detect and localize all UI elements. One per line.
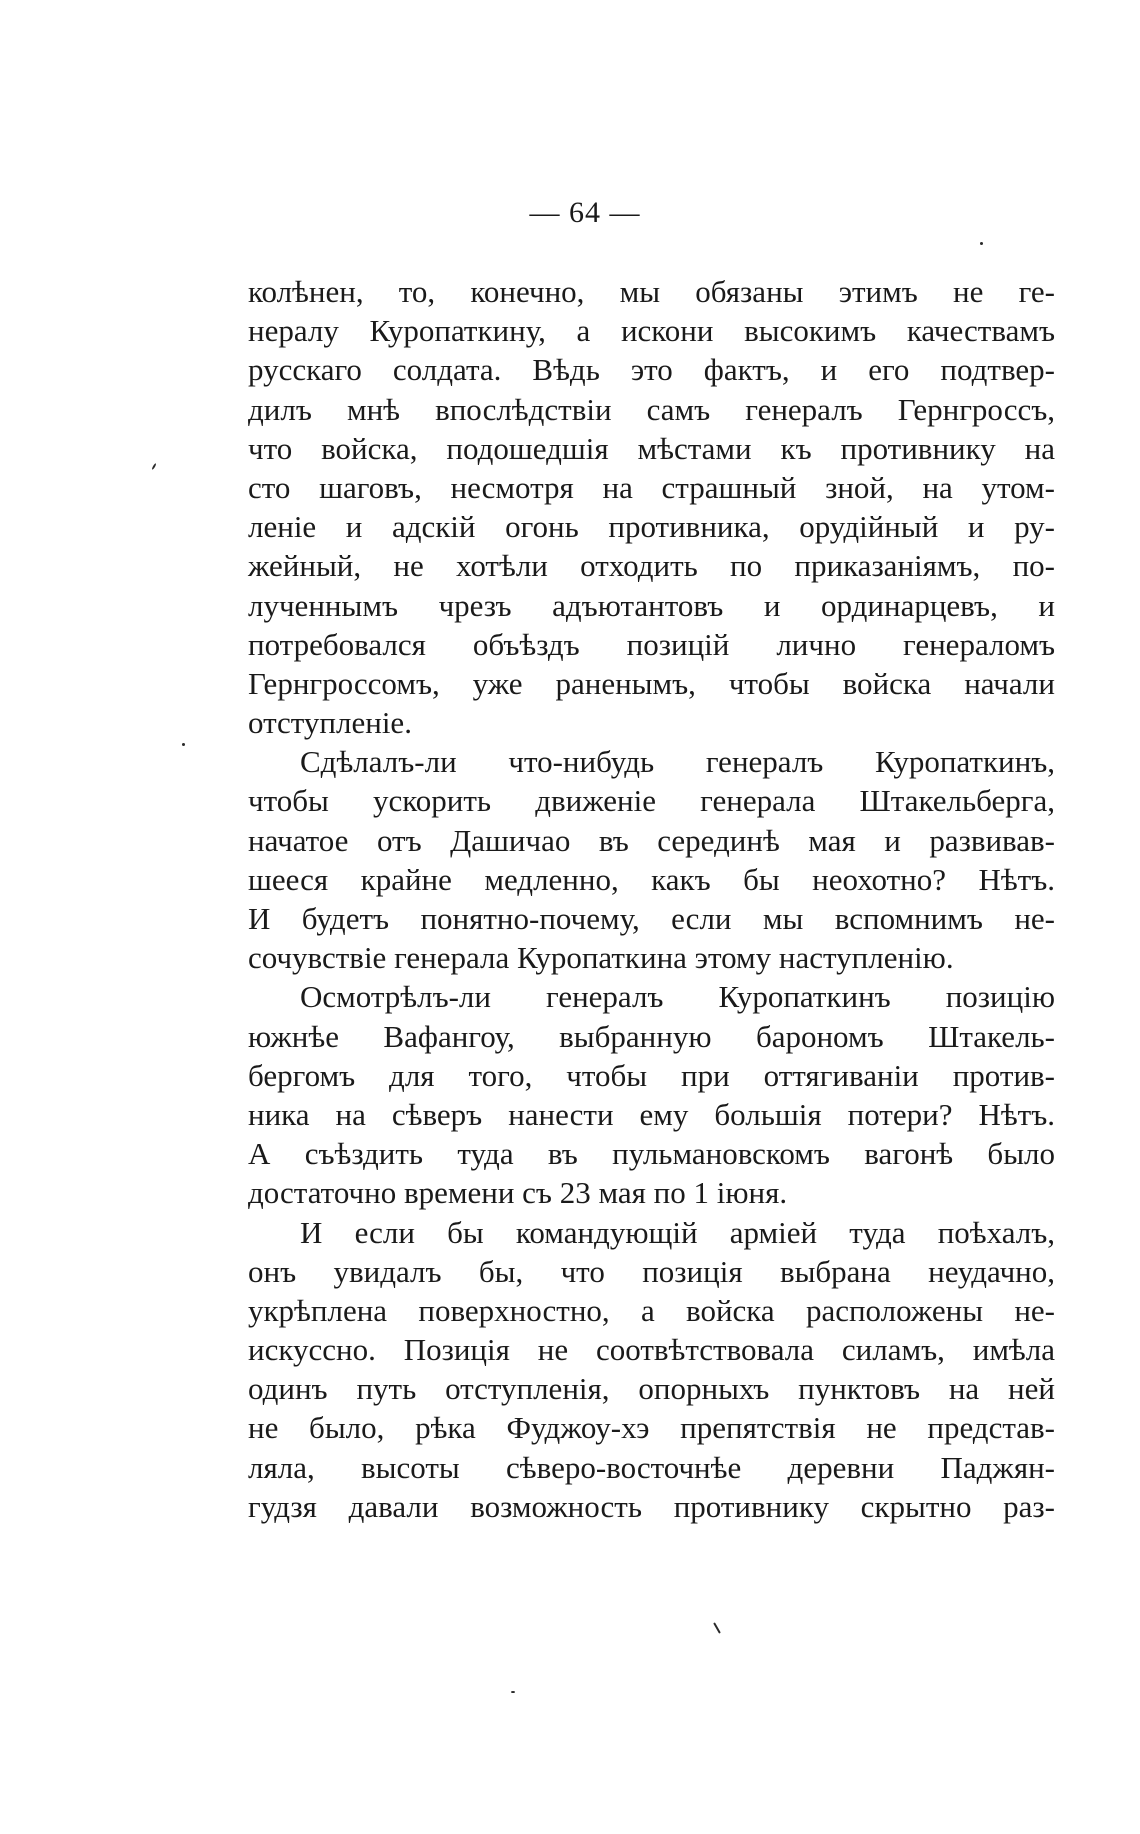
text-line: нералу Куропаткину, а искони высокимъ качествамъ — [248, 313, 1055, 349]
paragraph-3 — [248, 977, 1055, 1212]
scan-speck — [182, 743, 185, 746]
body-text — [248, 272, 1055, 1526]
text-line: Осмотрѣлъ-ли генералъ Куропаткинъ позицію — [300, 979, 1055, 1015]
scan-speck — [713, 1622, 721, 1633]
text-line: Гернгроссомъ, уже раненымъ, чтобы войска начали — [248, 665, 1055, 701]
text-line: бергомъ для того, чтобы при оттягиваніи против- — [248, 1057, 1055, 1093]
text-line: отступленіе. — [248, 705, 412, 741]
text-line: достаточно времени съ 23 мая по 1 іюня. — [248, 1175, 788, 1211]
scan-speck — [980, 242, 983, 245]
scan-speck — [151, 463, 156, 470]
paragraph-2 — [248, 742, 1055, 977]
text-line: гудзя давали возможность противнику скрытно раз- — [248, 1488, 1055, 1524]
text-line: что войска, подошедшія мѣстами къ противнику на — [248, 430, 1055, 466]
text-line: онъ увидалъ бы, что позиція выбрана неудачно, — [248, 1253, 1055, 1289]
text-line: южнѣе Вафангоу, выбранную барономъ Штакель- — [248, 1018, 1055, 1054]
page-number: — 64 — — [529, 196, 641, 229]
text-line: укрѣплена поверхностно, а войска расположены не- — [248, 1292, 1055, 1328]
paragraph-1 — [248, 272, 1055, 742]
scan-speck — [511, 1691, 515, 1693]
text-line: чтобы ускорить движеніе генерала Штакельберга, — [248, 783, 1055, 819]
text-line: русскаго солдата. Вѣдь это фактъ, и его подтвер- — [248, 352, 1055, 388]
text-line: не было, рѣка Фуджоу-хэ препятствія не представ- — [248, 1410, 1055, 1446]
text-line: искуссно. Позиція не соотвѣтствовала силамъ, имѣла — [248, 1332, 1055, 1368]
text-line: леніе и адскій огонь противника, орудійный и ру- — [248, 509, 1055, 545]
text-line: И будетъ понятно-почему, если мы вспомнимъ не- — [248, 901, 1055, 936]
text-line: сто шаговъ, несмотря на страшный зной, на утом- — [248, 469, 1055, 505]
text-line: дилъ мнѣ впослѣдствіи самъ генералъ Гернгроссъ, — [248, 391, 1055, 427]
text-line: начатое отъ Дашичао въ серединѣ мая и развивав- — [248, 822, 1055, 858]
text-line: Сдѣлалъ-ли что-нибудь генералъ Куропаткинъ, — [300, 744, 1055, 780]
text-line: ляла, высоты сѣверо-восточнѣе деревни Паджян- — [248, 1449, 1055, 1485]
text-line: потребовался объѣздъ позицій лично генераломъ — [248, 626, 1055, 662]
text-line: ника на сѣверъ нанести ему большія потери? Нѣтъ. — [248, 1096, 1055, 1132]
text-line: А съѣздить туда въ пульмановскомъ вагонѣ было — [248, 1136, 1055, 1172]
text-line: И если бы командующій арміей туда поѣхалъ, — [300, 1214, 1055, 1250]
text-line: колѣнен, то, конечно, мы обязаны этимъ не ге- — [248, 274, 1055, 309]
text-line: сочувствіе генерала Куропаткина этому наступленію. — [248, 940, 954, 976]
paragraph-4 — [248, 1213, 1055, 1527]
text-line: шееся крайне медленно, какъ бы неохотно? Нѣтъ. — [248, 861, 1055, 897]
text-line: одинъ путь отступленія, опорныхъ пунктовъ на ней — [248, 1371, 1055, 1407]
text-line: лученнымъ чрезъ адъютантовъ и ординарцевъ, и — [248, 587, 1055, 623]
text-line: жейный, не хотѣли отходить по приказаніямъ, по- — [248, 548, 1055, 584]
